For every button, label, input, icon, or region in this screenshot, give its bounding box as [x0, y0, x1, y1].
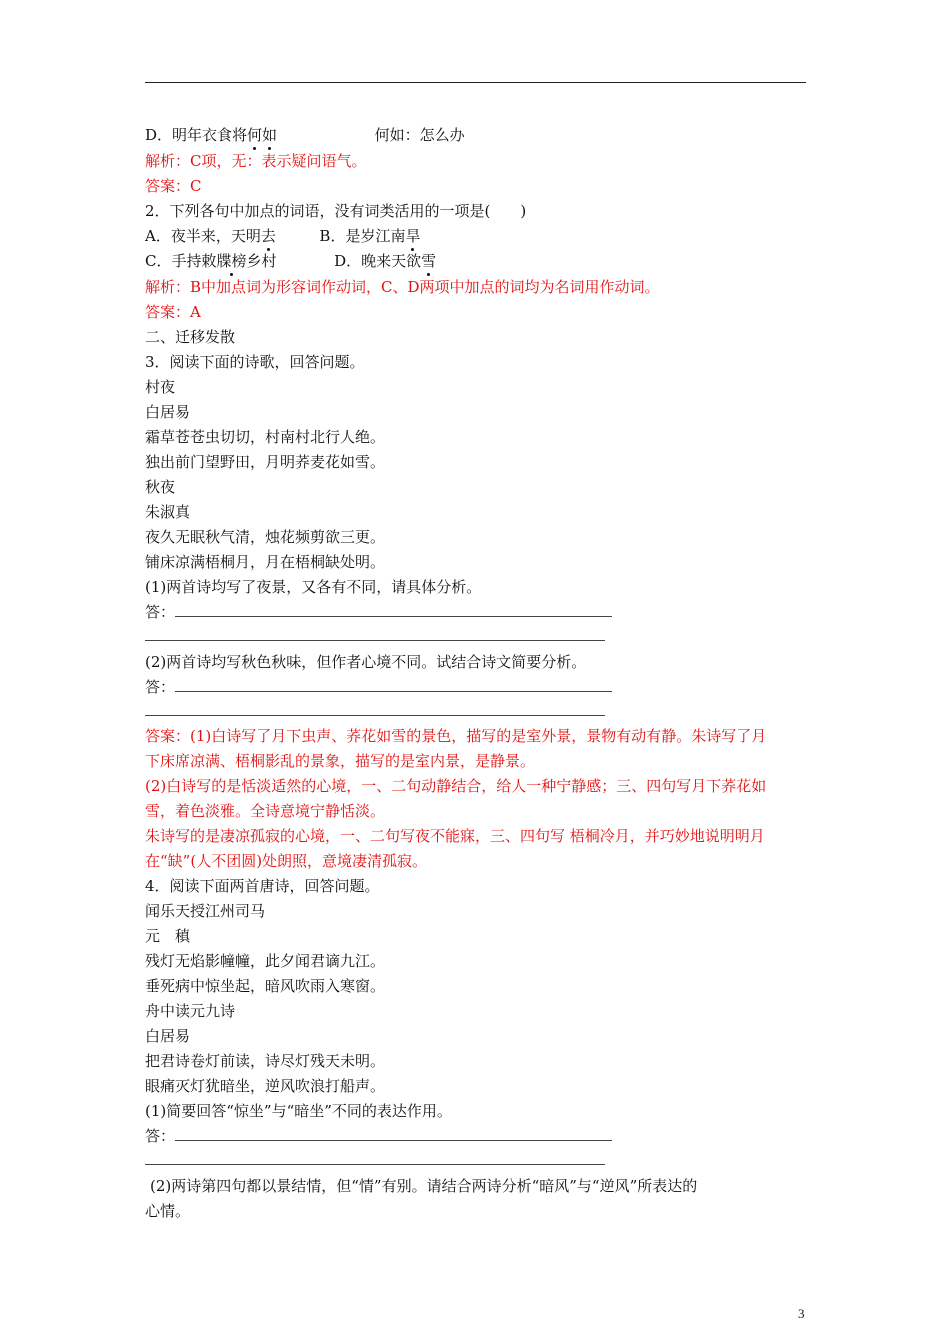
- dotted-char: 何: [247, 126, 263, 144]
- answer-label: 答：: [145, 1127, 176, 1145]
- poem-author: 白居易: [145, 1027, 191, 1045]
- poem-author: 元 稹: [145, 927, 191, 945]
- q3-answer-text: 雪，着色淡雅。全诗意境宁静恬淡。: [145, 802, 386, 820]
- dotted-char: 去: [260, 227, 276, 245]
- answer-blank[interactable]: [175, 1126, 612, 1141]
- answer-blank[interactable]: [145, 1164, 605, 1165]
- q3-sub2: (2)两首诗均写秋色秋味，但作者心境不同。试结合诗文简要分析。: [145, 653, 587, 671]
- q3-answer-text: 答案：(1)白诗写了月下虫声、荞花如雪的景色，描写的是室外景，景物有动有静。朱诗写了月: [145, 727, 767, 745]
- section-heading: 二、迁移发散: [145, 328, 236, 346]
- q1-analysis: 解析：C项，无：表示疑问语气。: [145, 152, 367, 170]
- poem-line: 夜久无眠秋气清，烛花频剪欲三更。: [145, 528, 386, 546]
- q2-option-c: C．手持敕: [145, 252, 217, 270]
- q2-analysis: [145, 277, 660, 297]
- answer-blank[interactable]: [175, 677, 612, 692]
- q3-answer-text: (2)白诗写的是恬淡适然的心境，一、二句动静结合，给人一种宁静感；三、四句写月下荞花如: [145, 777, 767, 795]
- q2-option-a: A．夜半来，天明: [145, 227, 261, 245]
- q4-answer-line: [145, 1126, 612, 1146]
- q2-answer: 答案：A: [145, 303, 201, 321]
- answer-label: 答：: [145, 603, 176, 621]
- poem-line: 残灯无焰影幢幢，此夕闻君谪九江。: [145, 952, 386, 970]
- poem-title: 舟中读元九诗: [145, 1002, 236, 1020]
- q2-analysis-text: 解析：B中加点词为形容词作动词，C、D两项中加点的词均为名词用作动词。: [145, 278, 660, 296]
- poem-line: 眼痛灭灯犹暗坐，逆风吹浪打船声。: [145, 1077, 386, 1095]
- poem-line: 把君诗卷灯前读，诗尽灯残天未明。: [145, 1052, 386, 1070]
- q2-option-d: D．晚来天欲: [334, 252, 422, 270]
- q3-answer-line-1: [145, 602, 612, 622]
- poem-title: 闻乐天授江州司马: [145, 902, 266, 920]
- poem-author: 朱淑真: [145, 503, 191, 521]
- q4-stem: 4．阅读下面两首唐诗，回答问题。: [145, 877, 380, 895]
- q1-gloss: 何如：怎么办: [374, 126, 465, 144]
- answer-blank[interactable]: [145, 640, 605, 641]
- q3-stem: 3．阅读下面的诗歌，回答问题。: [145, 353, 365, 371]
- q2-option-b: B．是岁江南: [319, 227, 406, 245]
- q2-options-cd: [145, 251, 436, 271]
- dotted-chars: 牒榜: [216, 252, 247, 270]
- q3-answer-text: 朱诗写的是凄凉孤寂的心境，一、二句写夜不能寐，三、四句写 梧桐冷月，并巧妙地说明明月: [145, 827, 765, 845]
- poem-title: 秋夜: [145, 478, 176, 496]
- dotted-char: 旱: [405, 227, 421, 245]
- answer-label: 答：: [145, 678, 176, 696]
- poem-line: 铺床凉满梧桐月，月在梧桐缺处明。: [145, 553, 386, 571]
- q1-option-d-text: D．明年衣食将: [145, 126, 248, 144]
- poem-author: 白居易: [145, 403, 191, 421]
- q2-option-c-tail: 乡村: [246, 252, 277, 270]
- q1-answer: 答案：C: [145, 177, 202, 195]
- answer-blank[interactable]: [175, 602, 612, 617]
- answer-blank[interactable]: [145, 715, 605, 716]
- q4-sub2-cont: 心情。: [145, 1202, 191, 1220]
- q2-options-ab: [145, 226, 420, 246]
- q4-sub2: (2)两诗第四句都以景结情，但“情”有别。请结合两诗分析“暗风”与“逆风”所表达的: [150, 1177, 698, 1195]
- q1-option-d: [145, 125, 465, 145]
- poem-line: 独出前门望野田，月明荞麦花如雪。: [145, 453, 386, 471]
- poem-line: 霜草苍苍虫切切，村南村北行人绝。: [145, 428, 386, 446]
- dotted-char: 雪: [421, 252, 437, 270]
- q3-answer-text: 在“缺”(人不团圆)处朗照，意境凄清孤寂。: [145, 852, 428, 870]
- q3-answer-text: 下床席凉满、梧桐影乱的景象，描写的是室内景，是静景。: [145, 752, 536, 770]
- dotted-char: 如: [262, 126, 278, 144]
- page-number: 3: [798, 1306, 805, 1321]
- q3-sub1: (1)两首诗均写了夜景，又各有不同，请具体分析。: [145, 578, 482, 596]
- q2-stem: 2．下列各句中加点的词语，没有词类活用的一项是( ): [145, 202, 527, 220]
- q3-answer-line-2: [145, 677, 612, 697]
- poem-title: 村夜: [145, 378, 176, 396]
- header-rule: [145, 82, 806, 83]
- q4-sub1: (1)简要回答“惊坐”与“暗坐”不同的表达作用。: [145, 1102, 452, 1120]
- poem-line: 垂死病中惊坐起，暗风吹雨入寒窗。: [145, 977, 386, 995]
